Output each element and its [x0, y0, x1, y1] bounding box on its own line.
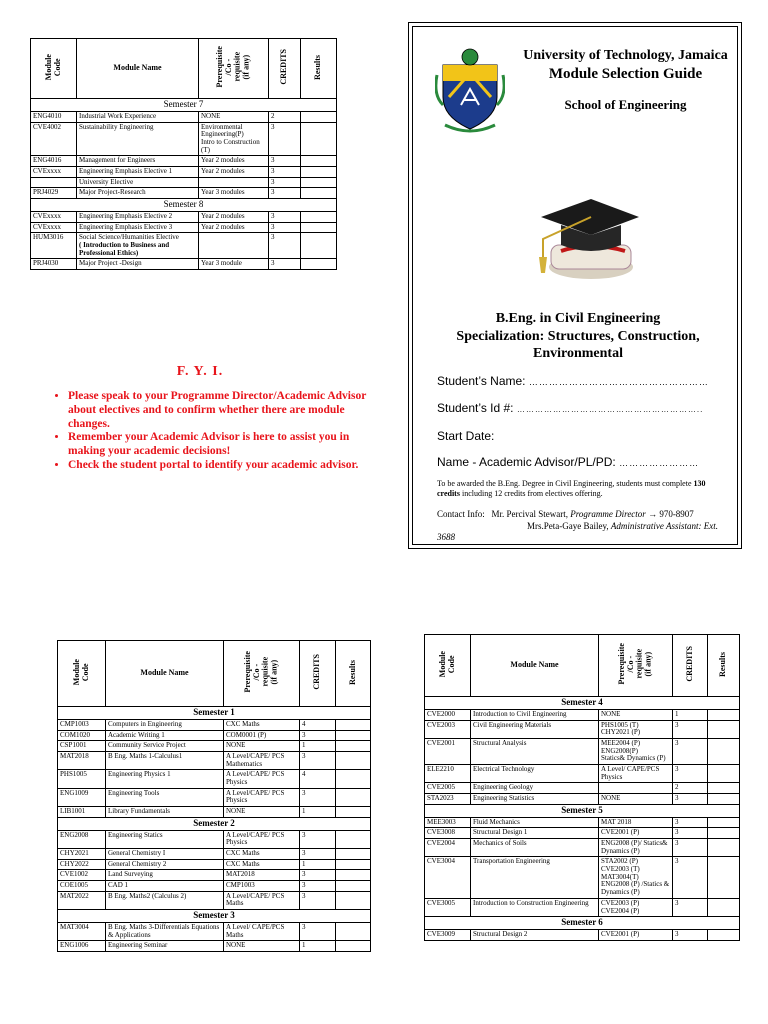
prerequisite-cell: NONE [224, 807, 300, 818]
results-cell[interactable] [336, 751, 371, 769]
module-name-cell: Library Fundamentals [106, 807, 224, 818]
module-row [425, 738, 740, 764]
prerequisite-cell: PHS1005 (T) CHY2021 (P) [599, 720, 673, 738]
module-name-cell: General Chemistry I [106, 849, 224, 860]
credits-cell: 3 [673, 817, 708, 828]
header-prerequisite: Prerequisite /Co - requisite (if any) [599, 635, 673, 697]
results-cell[interactable] [301, 188, 337, 199]
results-cell[interactable] [708, 794, 740, 805]
prerequisite-cell: CVE2003 (P) CVE2004 (P) [599, 898, 673, 916]
module-code-cell: CVE2003 [425, 720, 471, 738]
module-code-cell: CHY2021 [58, 849, 106, 860]
module-code-cell: CVE2001 [425, 738, 471, 764]
degree-title: B.Eng. in Civil Engineering Specialization: Structures, Construction, Environmental [456, 311, 700, 361]
credits-cell: 3 [673, 765, 708, 783]
prerequisite-cell: CXC Maths [224, 859, 300, 870]
prerequisite-cell: A Level/CAPE/ PCS Physics [224, 770, 300, 788]
module-row [58, 859, 371, 870]
credits-cell: 3 [300, 751, 336, 769]
results-cell[interactable] [301, 259, 337, 270]
module-name-cell: Transportation Engineering [471, 857, 599, 898]
results-cell[interactable] [336, 788, 371, 806]
semester-label: Semester 3 [58, 910, 371, 923]
prerequisite-cell: A Level/CAPE/ PCS Physics [224, 788, 300, 806]
results-cell[interactable] [301, 233, 337, 259]
credits-cell: 3 [673, 839, 708, 857]
prerequisite-cell [199, 177, 269, 188]
results-cell[interactable] [708, 817, 740, 828]
module-row [31, 259, 337, 270]
module-row [425, 783, 740, 794]
header-module-name: Module Name [77, 39, 199, 99]
prerequisite-cell: COM0001 (P) [224, 730, 300, 741]
semester-label: Semester 5 [425, 804, 740, 817]
prerequisite-cell: MEE2004 (P) ENG2008(P) Statics& Dynamics (P) [599, 738, 673, 764]
header-module-name: Module Name [471, 635, 599, 697]
module-row [58, 830, 371, 848]
semester-4-6-table [424, 634, 740, 941]
fyi-item: • Check the student portal to identify your academic advisor. [68, 459, 388, 473]
credits-cell: 3 [269, 177, 301, 188]
prerequisite-cell: CXC Maths [224, 719, 300, 730]
module-row [58, 807, 371, 818]
results-cell[interactable] [301, 211, 337, 222]
module-row [58, 730, 371, 741]
results-cell[interactable] [301, 156, 337, 167]
results-cell[interactable] [708, 709, 740, 720]
module-code-cell: PHS1005 [58, 770, 106, 788]
module-code-cell [31, 177, 77, 188]
cover-page [408, 22, 742, 549]
credits-cell: 3 [300, 730, 336, 741]
credits-cell: 3 [300, 870, 336, 881]
header-prerequisite: Prerequisite /Co - requisite (if any) [224, 641, 300, 707]
module-row [58, 770, 371, 788]
results-cell[interactable] [708, 720, 740, 738]
results-cell[interactable] [708, 738, 740, 764]
results-cell[interactable] [336, 891, 371, 909]
module-row [425, 828, 740, 839]
results-cell[interactable] [708, 857, 740, 898]
credits-cell: 3 [269, 167, 301, 178]
results-cell[interactable] [336, 770, 371, 788]
credits-cell: 3 [673, 828, 708, 839]
module-name-cell: Introduction to Civil Engineering [471, 709, 599, 720]
module-code-cell: COM1020 [58, 730, 106, 741]
module-name-cell: B Eng. Maths 1-Calculus1 [106, 751, 224, 769]
header-module-name: Module Name [106, 641, 224, 707]
semester-header-row [31, 99, 337, 112]
module-row [31, 167, 337, 178]
module-name-cell: Sustainability Engineering [77, 122, 199, 156]
module-name-cell: Engineering Emphasis Elective 1 [77, 167, 199, 178]
results-cell[interactable] [336, 849, 371, 860]
prerequisite-cell: A Level/CAPE/ PCS Maths [224, 891, 300, 909]
module-name-cell: Engineering Geology [471, 783, 599, 794]
module-row [58, 891, 371, 909]
module-row [58, 741, 371, 752]
module-name-cell: Engineering Tools [106, 788, 224, 806]
credits-cell: 2 [269, 111, 301, 122]
results-cell[interactable] [708, 898, 740, 916]
prerequisite-cell: Year 3 modules [199, 188, 269, 199]
module-name-cell: Introduction to Construction Engineering [471, 898, 599, 916]
graduation-cap-illustration [521, 187, 641, 287]
module-name-cell: Structural Analysis [471, 738, 599, 764]
module-code-cell: CVExxxx [31, 167, 77, 178]
module-row [31, 177, 337, 188]
module-name-cell: Computers in Engineering [106, 719, 224, 730]
student-id-dots: …………………………………………………….. [516, 405, 704, 414]
module-row [425, 794, 740, 805]
results-cell[interactable] [301, 111, 337, 122]
results-cell[interactable] [336, 830, 371, 848]
arrow-right-icon: → [648, 509, 658, 519]
prerequisite-cell: Year 2 modules [199, 167, 269, 178]
module-code-cell: MAT3004 [58, 923, 106, 941]
fyi-list [50, 390, 388, 473]
credits-cell: 3 [269, 156, 301, 167]
semester-header-row [425, 804, 740, 817]
credits-cell: 3 [300, 923, 336, 941]
contact-info: Contact Info: Mr. Percival Stewart, Programme Director → 970-8907 Mrs.Peta-Gaye Bailey, Administrative Assistant: Ext. 3688 [437, 509, 718, 543]
module-code-cell: CVE3009 [425, 930, 471, 941]
module-code-cell: CVE2000 [425, 709, 471, 720]
module-name-cell: Engineering Seminar [106, 941, 224, 952]
credits-cell: 3 [269, 233, 301, 259]
module-code-cell: MAT2022 [58, 891, 106, 909]
credits-cell: 3 [673, 738, 708, 764]
header-module-code: Module Code [425, 635, 471, 697]
module-name-cell: Civil Engineering Materials [471, 720, 599, 738]
results-cell[interactable] [708, 839, 740, 857]
module-code-cell: PRJ4029 [31, 188, 77, 199]
credits-cell: 3 [269, 259, 301, 270]
student-name-dots: ……………………………………………… [528, 377, 709, 387]
module-name-cell: Management for Engineers [77, 156, 199, 167]
module-code-cell: CVE1002 [58, 870, 106, 881]
module-name-cell: Social Science/Humanities Elective ( Introduction to Business and Professional Ethics) [77, 233, 199, 259]
module-name-cell: Land Surveying [106, 870, 224, 881]
prerequisite-cell: MAT 2018 [599, 817, 673, 828]
start-date-field[interactable] [437, 429, 494, 443]
module-name-cell: General Chemistry 2 [106, 859, 224, 870]
module-row [58, 881, 371, 892]
results-cell[interactable] [336, 730, 371, 741]
credits-cell: 3 [300, 849, 336, 860]
semester-header-row [58, 707, 371, 720]
module-row [58, 719, 371, 730]
module-code-cell: PRJ4030 [31, 259, 77, 270]
prerequisite-cell: A Level/ CAPE/PCS Maths [224, 923, 300, 941]
student-id-field[interactable] [437, 401, 703, 415]
results-cell[interactable] [708, 828, 740, 839]
prerequisite-cell: Year 2 modules [199, 211, 269, 222]
module-row [425, 857, 740, 898]
prerequisite-cell: NONE [199, 111, 269, 122]
credits-cell: 4 [300, 770, 336, 788]
module-name-cell: Engineering Statics [106, 830, 224, 848]
prerequisite-cell: CXC Maths [224, 849, 300, 860]
module-code-cell: ENG1006 [58, 941, 106, 952]
prerequisite-cell: Year 2 modules [199, 156, 269, 167]
module-row [58, 923, 371, 941]
prerequisite-cell: STA2002 (P) CVE2003 (T) MAT3004(T) ENG2008 (P) /Statics & Dynamics (P) [599, 857, 673, 898]
header-prerequisite: Prerequisite /Co - requisite (if any) [199, 39, 269, 99]
module-code-cell: ENG4016 [31, 156, 77, 167]
module-code-cell: HUM3016 [31, 233, 77, 259]
prerequisite-cell [599, 783, 673, 794]
module-row [31, 156, 337, 167]
header-credits: CREDITS [300, 641, 336, 707]
prerequisite-cell: CVE2001 (P) [599, 930, 673, 941]
results-cell[interactable] [336, 870, 371, 881]
prerequisite-cell: A Level/ CAPE/PCS Physics [599, 765, 673, 783]
module-code-cell: MEE3003 [425, 817, 471, 828]
module-code-cell: CVE2004 [425, 839, 471, 857]
module-name-cell: Industrial Work Experience [77, 111, 199, 122]
fyi-item: • Remember your Academic Advisor is here to assist you in making your academic decisions! [68, 431, 388, 459]
module-code-cell: CVExxxx [31, 211, 77, 222]
prerequisite-cell [199, 233, 269, 259]
semester-7-8-table [30, 38, 337, 270]
module-name-cell: Community Service Project [106, 741, 224, 752]
module-row [31, 211, 337, 222]
results-cell[interactable] [336, 807, 371, 818]
header-module-code: Module Code [31, 39, 77, 99]
module-row [58, 788, 371, 806]
credits-cell: 3 [673, 794, 708, 805]
module-name-cell: Fluid Mechanics [471, 817, 599, 828]
credits-cell: 3 [673, 898, 708, 916]
semester-header-row [58, 910, 371, 923]
module-row [58, 849, 371, 860]
credits-cell: 3 [269, 211, 301, 222]
credits-cell: 3 [269, 222, 301, 233]
credits-cell: 3 [673, 930, 708, 941]
header-results: Results [336, 641, 371, 707]
module-code-cell: CHY2022 [58, 859, 106, 870]
prerequisite-cell: CMP1003 [224, 881, 300, 892]
semester-label: Semester 8 [31, 199, 337, 212]
results-cell[interactable] [301, 122, 337, 156]
results-cell[interactable] [336, 741, 371, 752]
module-name-cell: Major Project-Research [77, 188, 199, 199]
module-code-cell: CVE3004 [425, 857, 471, 898]
prerequisite-cell: NONE [224, 941, 300, 952]
semester-label: Semester 4 [425, 697, 740, 710]
results-cell[interactable] [336, 941, 371, 952]
module-row [425, 839, 740, 857]
module-code-cell: CVE2005 [425, 783, 471, 794]
module-row [425, 720, 740, 738]
semester-label: Semester 2 [58, 817, 371, 830]
semester-header-row [58, 817, 371, 830]
module-row [31, 222, 337, 233]
module-code-cell: ENG2008 [58, 830, 106, 848]
module-code-cell: CVE3005 [425, 898, 471, 916]
module-row [58, 751, 371, 769]
module-code-cell: CSP1001 [58, 741, 106, 752]
header-credits: CREDITS [269, 39, 301, 99]
semester-header-row [31, 199, 337, 212]
semester-header-row [425, 697, 740, 710]
header-results: Results [708, 635, 740, 697]
module-name-cell: Structural Design 2 [471, 930, 599, 941]
prerequisite-cell: Environmental Engineering(P) Intro to Construction (T) [199, 122, 269, 156]
header-module-code: Module Code [58, 641, 106, 707]
prerequisite-cell: ENG2008 (P)/ Statics& Dynamics (P) [599, 839, 673, 857]
module-name-cell: Electrical Technology [471, 765, 599, 783]
module-code-cell: CMP1003 [58, 719, 106, 730]
credits-cell: 3 [300, 881, 336, 892]
module-code-cell: STA2023 [425, 794, 471, 805]
module-code-cell: CVE3008 [425, 828, 471, 839]
credits-cell: 1 [300, 807, 336, 818]
module-name-cell: Engineering Emphasis Elective 2 [77, 211, 199, 222]
module-name-cell: Mechanics of Soils [471, 839, 599, 857]
module-row [31, 122, 337, 156]
credits-cell: 3 [269, 188, 301, 199]
semester-1-3-table [57, 640, 371, 952]
start-date-label: Start Date: [437, 429, 495, 443]
prerequisite-cell: NONE [599, 709, 673, 720]
module-name-cell: B Eng. Maths 3-Differentials Equations & Applications [106, 923, 224, 941]
prerequisite-cell: MAT2018 [224, 870, 300, 881]
credits-cell: 1 [300, 859, 336, 870]
prerequisite-cell: A Level/CAPE/ PCS Mathematics [224, 751, 300, 769]
credits-cell: 2 [673, 783, 708, 794]
results-cell[interactable] [301, 167, 337, 178]
student-name-field[interactable] [437, 374, 709, 388]
module-name-cell: Academic Writing 1 [106, 730, 224, 741]
module-row [31, 188, 337, 199]
results-cell[interactable] [301, 177, 337, 188]
module-code-cell: COE1005 [58, 881, 106, 892]
module-code-cell: CVE4002 [31, 122, 77, 156]
module-row [425, 709, 740, 720]
module-row [58, 870, 371, 881]
module-code-cell: ENG1009 [58, 788, 106, 806]
prerequisite-cell: NONE [224, 741, 300, 752]
module-name-cell: University Elective [77, 177, 199, 188]
module-name-cell: Engineering Statistics [471, 794, 599, 805]
credits-cell: 3 [269, 122, 301, 156]
prerequisite-cell: Year 3 module [199, 259, 269, 270]
prerequisite-cell: NONE [599, 794, 673, 805]
credits-cell: 3 [300, 788, 336, 806]
prerequisite-cell: CVE2001 (P) [599, 828, 673, 839]
award-requirements: To be awarded the B.Eng. Degree in Civil Engineering, students must complete 130 credits including 12 credits from electives offering. [437, 479, 706, 499]
semester-header-row [425, 917, 740, 930]
credits-cell: 3 [673, 857, 708, 898]
credits-cell: 1 [300, 741, 336, 752]
module-row [425, 898, 740, 916]
module-name-cell: Major Project -Design [77, 259, 199, 270]
student-name-label: Student’s Name: [437, 374, 526, 388]
results-cell[interactable] [708, 930, 740, 941]
module-code-cell: MAT2018 [58, 751, 106, 769]
results-cell[interactable] [336, 881, 371, 892]
fyi-title: F. Y. I. [176, 364, 224, 379]
module-code-cell: CVExxxx [31, 222, 77, 233]
header-credits: CREDITS [673, 635, 708, 697]
module-name-cell: Engineering Emphasis Elective 3 [77, 222, 199, 233]
academic-advisor-label: Name - Academic Advisor/PL/PD: [437, 455, 616, 469]
credits-cell: 4 [300, 719, 336, 730]
module-row [58, 941, 371, 952]
semester-label: Semester 6 [425, 917, 740, 930]
module-row [425, 930, 740, 941]
fyi-item: • Please speak to your Programme Director/Academic Advisor about electives and to confirm whether there are module changes. [68, 390, 388, 431]
module-code-cell: ENG4010 [31, 111, 77, 122]
results-cell[interactable] [336, 719, 371, 730]
credits-cell: 3 [673, 720, 708, 738]
school-name: School of Engineering [564, 97, 687, 112]
university-crest-logo [435, 45, 505, 135]
prerequisite-cell: A Level/CAPE/ PCS Physics [224, 830, 300, 848]
semester-label: Semester 7 [31, 99, 337, 112]
module-code-cell: LIB1001 [58, 807, 106, 818]
semester-label: Semester 1 [58, 707, 371, 720]
module-row [425, 765, 740, 783]
credits-cell: 3 [300, 830, 336, 848]
prerequisite-cell: Year 2 modules [199, 222, 269, 233]
module-row [31, 111, 337, 122]
results-cell[interactable] [708, 783, 740, 794]
credits-cell: 3 [300, 891, 336, 909]
module-row [31, 233, 337, 259]
student-id-label: Student’s Id #: [437, 401, 514, 415]
module-name-cell: Structural Design 1 [471, 828, 599, 839]
module-row [425, 817, 740, 828]
academic-advisor-field[interactable] [437, 455, 699, 469]
university-title: University of Technology, Jamaica Module Selection Guide [523, 48, 728, 82]
results-cell[interactable] [301, 222, 337, 233]
module-code-cell: ELE2210 [425, 765, 471, 783]
results-cell[interactable] [336, 859, 371, 870]
results-cell[interactable] [336, 923, 371, 941]
header-results: Results [301, 39, 337, 99]
module-name-cell: CAD 1 [106, 881, 224, 892]
credits-cell: 1 [300, 941, 336, 952]
results-cell[interactable] [708, 765, 740, 783]
credits-cell: 1 [673, 709, 708, 720]
module-name-cell: B Eng. Maths2 (Calculus 2) [106, 891, 224, 909]
module-name-cell: Engineering Physics 1 [106, 770, 224, 788]
academic-advisor-dots: …………………… [619, 458, 700, 468]
